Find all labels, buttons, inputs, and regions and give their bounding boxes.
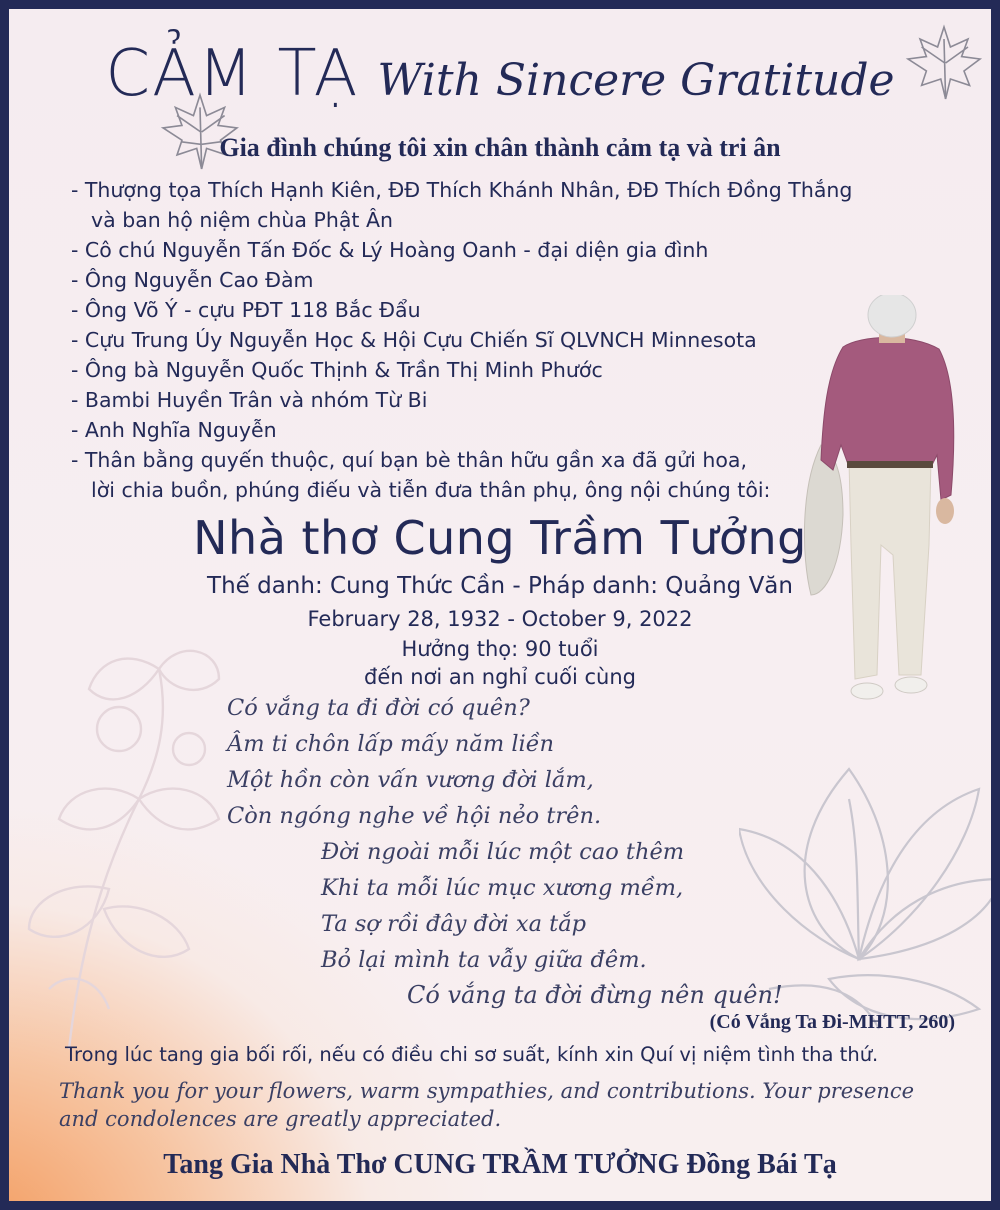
apology-line: Trong lúc tang gia bối rối, nếu có điều chi sơ suất, kính xin Quí vị niệm tình tha thứ. xyxy=(65,1043,879,1066)
floral-branch-illustration xyxy=(9,629,269,1049)
title-vietnamese: CẢM TẠ xyxy=(105,37,360,111)
list-item: - Cựu Trung Úy Nguyễn Học & Hội Cựu Chiến Sĩ QLVNCH Minnesota xyxy=(71,328,757,352)
list-item: - Anh Nghĩa Nguyễn xyxy=(71,418,277,442)
list-item: - Thân bằng quyến thuộc, quí bạn bè thân hữu gần xa đã gửi hoa, xyxy=(71,448,747,472)
poem-line: Đời ngoài mỗi lúc một cao thêm xyxy=(321,839,685,865)
family-signature: Tang Gia Nhà Thơ CUNG TRẦM TƯỞNG Đồng Bái Tạ xyxy=(163,1149,837,1180)
list-item: - Ông Võ Ý - cựu PĐT 118 Bắc Đẩu xyxy=(71,298,421,322)
poem-line: Ta sợ rồi đây đời xa tắp xyxy=(321,911,587,937)
intro-line: Gia đình chúng tôi xin chân thành cảm tạ và tri ân xyxy=(219,133,781,162)
life-dates: February 28, 1932 - October 9, 2022 xyxy=(307,607,693,631)
poem-line: Có vắng ta đời đừng nên quên! xyxy=(407,981,783,1009)
poem-source: (Có Vắng Ta Đi-MHTT, 260) xyxy=(709,1011,955,1033)
age-line: Hưởng thọ: 90 tuổi xyxy=(401,637,599,661)
list-item: - Ông Nguyễn Cao Đàm xyxy=(71,268,314,292)
resting-line: đến nơi an nghỉ cuối cùng xyxy=(364,665,636,689)
names-line: Thế danh: Cung Thức Cần - Pháp danh: Quảng Văn xyxy=(207,573,793,599)
thanks-english: Thank you for your flowers, warm sympathies, and contributions. Your presence and condolences are greatly appreciated. xyxy=(59,1079,915,1131)
poem-line: Một hồn còn vấn vương đời lắm, xyxy=(227,767,594,793)
title-english: With Sincere Gratitude xyxy=(377,55,895,106)
deceased-name: Nhà thơ Cung Trầm Tưởng xyxy=(193,511,807,565)
poem-line: Khi ta mỗi lúc mục xương mềm, xyxy=(321,875,684,901)
list-item: - Cô chú Nguyễn Tấn Đốc & Lý Hoàng Oanh - đại diện gia đình xyxy=(71,238,709,262)
poem-line: Còn ngóng nghe về hội nẻo trên. xyxy=(227,803,602,829)
poem-line: Âm ti chôn lấp mấy năm liền xyxy=(227,731,555,757)
list-item: và ban hộ niệm chùa Phật Ân xyxy=(91,208,393,232)
poem-line: Có vắng ta đi đời có quên? xyxy=(227,695,530,721)
title-row xyxy=(9,37,991,111)
list-item: - Ông bà Nguyễn Quốc Thịnh & Trần Thị Minh Phước xyxy=(71,358,603,382)
list-item: - Bambi Huyền Trân và nhóm Từ Bi xyxy=(71,388,428,412)
poem-line: Bỏ lại mình ta vẫy giữa đêm. xyxy=(321,947,647,973)
acknowledgement-list xyxy=(71,175,852,505)
list-item: lời chia buồn, phúng điếu và tiễn đưa thân phụ, ông nội chúng tôi: xyxy=(91,478,771,502)
list-item: - Thượng tọa Thích Hạnh Kiên, ĐĐ Thích Khánh Nhân, ĐĐ Thích Đồng Thắng xyxy=(71,178,853,202)
lotus-flower-illustration xyxy=(739,729,1000,1059)
